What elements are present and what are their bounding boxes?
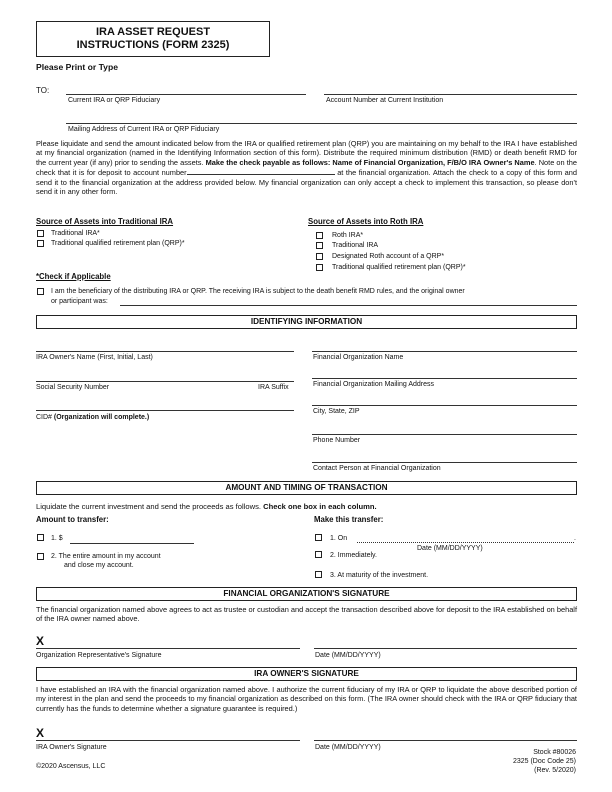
contact-field[interactable] bbox=[312, 462, 577, 463]
to-label: TO: bbox=[36, 86, 50, 95]
amount-intro-bold: Check one box in each column. bbox=[263, 502, 377, 511]
city-state-zip-field[interactable] bbox=[312, 405, 577, 406]
cid-label: CID# bbox=[36, 414, 52, 421]
fin-org-address-label: Financial Organization Mailing Address bbox=[313, 381, 435, 388]
owner-signature-heading: IRA OWNER'S SIGNATURE bbox=[36, 667, 577, 681]
amount-heading: AMOUNT AND TIMING OF TRANSACTION bbox=[36, 481, 577, 495]
intro-text-bold: Make the check payable as follows: Name of Financial Organization, F/B/O IRA Owner's Name bbox=[205, 157, 535, 167]
deposit-account-field[interactable] bbox=[187, 167, 335, 175]
transfer-option1-checkbox[interactable] bbox=[315, 534, 322, 541]
ira-suffix-label: IRA Suffix bbox=[258, 384, 289, 391]
fin-date-field[interactable] bbox=[314, 648, 577, 649]
form-title-line1: IRA ASSET REQUEST bbox=[95, 26, 211, 38]
traditional-qrp-checkbox[interactable] bbox=[37, 240, 44, 247]
traditional-ira-label: Traditional IRA* bbox=[51, 230, 100, 237]
roth-designated-checkbox[interactable] bbox=[316, 253, 323, 260]
current-ira-field[interactable] bbox=[66, 94, 306, 95]
fin-signature-x: X bbox=[36, 634, 45, 648]
transfer-date-field[interactable] bbox=[357, 542, 574, 543]
cid-field[interactable] bbox=[36, 410, 294, 411]
fin-signature-field[interactable] bbox=[36, 648, 300, 649]
roth-qrp-checkbox[interactable] bbox=[316, 264, 323, 271]
amount-intro bbox=[36, 502, 377, 511]
amount-dollar-field[interactable] bbox=[70, 543, 194, 544]
owner-name-label: IRA Owner's Name (First, Initial, Last) bbox=[36, 354, 153, 361]
owner-name-field[interactable] bbox=[36, 351, 294, 352]
owner-date-label: Date (MM/DD/YYYY) bbox=[315, 744, 381, 751]
fin-org-address-field[interactable] bbox=[312, 378, 577, 379]
transfer-option3-checkbox[interactable] bbox=[315, 571, 322, 578]
amount-option1-checkbox[interactable] bbox=[37, 534, 44, 541]
owner-signature-field[interactable] bbox=[36, 740, 300, 741]
ssn-label: Social Security Number bbox=[36, 384, 110, 391]
transfer-option2-checkbox[interactable] bbox=[315, 551, 322, 558]
copyright: ©2020 Ascensus, LLC bbox=[36, 763, 106, 770]
fin-signature-text: The financial organization named above agrees to act as trustee or custodian and accept the transaction described above for deposit to the IRA established on behalf of the IRA owner named above. bbox=[36, 605, 577, 624]
cid-note: (Organization will complete.) bbox=[53, 414, 150, 421]
account-number-field[interactable] bbox=[324, 94, 577, 95]
make-transfer-heading: Make this transfer: bbox=[314, 515, 384, 524]
amount-option1-label: 1. $ bbox=[51, 535, 63, 542]
intro-text-part3: at the financial organization. Attach the check to a copy of this form and send it to the financial organization at the address provided below. My financial organization can only accept a check to implement this transaction, so please don't send it in any other form. bbox=[36, 168, 577, 197]
check-applicable-heading: *Check if Applicable bbox=[36, 272, 111, 281]
original-owner-field[interactable] bbox=[120, 305, 577, 306]
mailing-address-field[interactable] bbox=[66, 123, 577, 124]
roth-designated-label: Designated Roth account of a QRP* bbox=[332, 253, 445, 260]
roth-ira-label: Roth IRA* bbox=[332, 232, 364, 239]
amount-intro-text: Liquidate the current investment and send the proceeds as follows. bbox=[36, 502, 264, 511]
owner-signature-label: IRA Owner's Signature bbox=[36, 744, 107, 751]
transfer-option1-label: 1. On bbox=[330, 535, 348, 542]
intro-paragraph bbox=[36, 139, 577, 196]
cid-label-wrap bbox=[36, 413, 149, 422]
traditional-qrp-label: Traditional qualified retirement plan (QRP)* bbox=[51, 240, 185, 247]
fin-signature-label: Organization Representative's Signature bbox=[36, 652, 162, 659]
phone-field[interactable] bbox=[312, 434, 577, 435]
ssn-field[interactable] bbox=[36, 381, 294, 382]
roth-ira-checkbox[interactable] bbox=[316, 232, 323, 239]
fin-date-label: Date (MM/DD/YYYY) bbox=[315, 652, 381, 659]
roth-heading: Source of Assets into Roth IRA bbox=[308, 217, 424, 226]
form-title-line2: INSTRUCTIONS (FORM 2325) bbox=[76, 39, 230, 51]
roth-traditional-ira-label: Traditional IRA bbox=[332, 242, 379, 249]
revision: (Rev. 5/2020) bbox=[534, 767, 576, 774]
print-note: Please Print or Type bbox=[36, 62, 118, 72]
traditional-ira-checkbox[interactable] bbox=[37, 230, 44, 237]
stock-number: Stock #80026 bbox=[533, 749, 576, 756]
identifying-heading: IDENTIFYING INFORMATION bbox=[36, 315, 577, 329]
current-ira-label: Current IRA or QRP Fiduciary bbox=[68, 97, 161, 104]
transfer-option3-label: 3. At maturity of the investment. bbox=[330, 572, 429, 579]
doc-code: 2325 (Doc Code 25) bbox=[512, 758, 576, 765]
form-title-box bbox=[36, 21, 270, 57]
amount-to-transfer-heading: Amount to transfer: bbox=[36, 515, 109, 524]
traditional-heading: Source of Assets into Traditional IRA bbox=[36, 217, 174, 226]
amount-option2-line1: 2. The entire amount in my account bbox=[51, 553, 161, 560]
intro-text-part1: Please liquidate and send the amount indicated below from the IRA or qualified retirement plan (QRP) you are maintaining on my behalf to the IRA I have established at my financial organization (named in the Identifying Information section of this form). Distribute the required minimum distribution (RMD) or death benefit RMD for the current year (if any) prior to sending the assets. bbox=[36, 139, 577, 167]
amount-option2-checkbox[interactable] bbox=[37, 553, 44, 560]
fin-org-name-label: Financial Organization Name bbox=[313, 354, 404, 361]
roth-traditional-ira-checkbox[interactable] bbox=[316, 242, 323, 249]
amount-option2-line2: and close my account. bbox=[64, 562, 134, 569]
contact-label: Contact Person at Financial Organization bbox=[313, 465, 441, 472]
owner-signature-x: X bbox=[36, 726, 45, 740]
transfer-date-period: . bbox=[574, 535, 576, 542]
beneficiary-checkbox[interactable] bbox=[37, 288, 44, 295]
fin-signature-heading: FINANCIAL ORGANIZATION'S SIGNATURE bbox=[36, 587, 577, 601]
owner-date-field[interactable] bbox=[314, 740, 577, 741]
transfer-option2-label: 2. Immediately. bbox=[330, 552, 377, 559]
transfer-date-label: Date (MM/DD/YYYY) bbox=[417, 545, 483, 552]
fin-org-name-field[interactable] bbox=[312, 351, 577, 352]
phone-label: Phone Number bbox=[313, 437, 361, 444]
city-state-zip-label: City, State, ZIP bbox=[313, 408, 360, 415]
beneficiary-text-line2: or participant was: bbox=[51, 298, 108, 305]
owner-signature-text: I have established an IRA with the financial organization named above. I authorize the current fiduciary of my IRA or QRP to liquidate the above described portion of my interest in the plan and send the proceeds to my financial organization as described on this form. (The IRA owner should check with the IRA or QRP fiduciary that currently has the funds to determine whether a signature guarantee is required.) bbox=[36, 685, 577, 713]
beneficiary-text-line1: I am the beneficiary of the distributing IRA or QRP. The receiving IRA is subject to the death benefit RMD rules, and the original owner bbox=[51, 288, 465, 295]
mailing-address-label: Mailing Address of Current IRA or QRP Fiduciary bbox=[68, 126, 220, 133]
account-number-label: Account Number at Current Institution bbox=[326, 97, 444, 104]
roth-qrp-label: Traditional qualified retirement plan (QRP)* bbox=[332, 264, 466, 271]
intro-text-part2: . Note on the check that it is for deposit to account number bbox=[36, 157, 577, 178]
